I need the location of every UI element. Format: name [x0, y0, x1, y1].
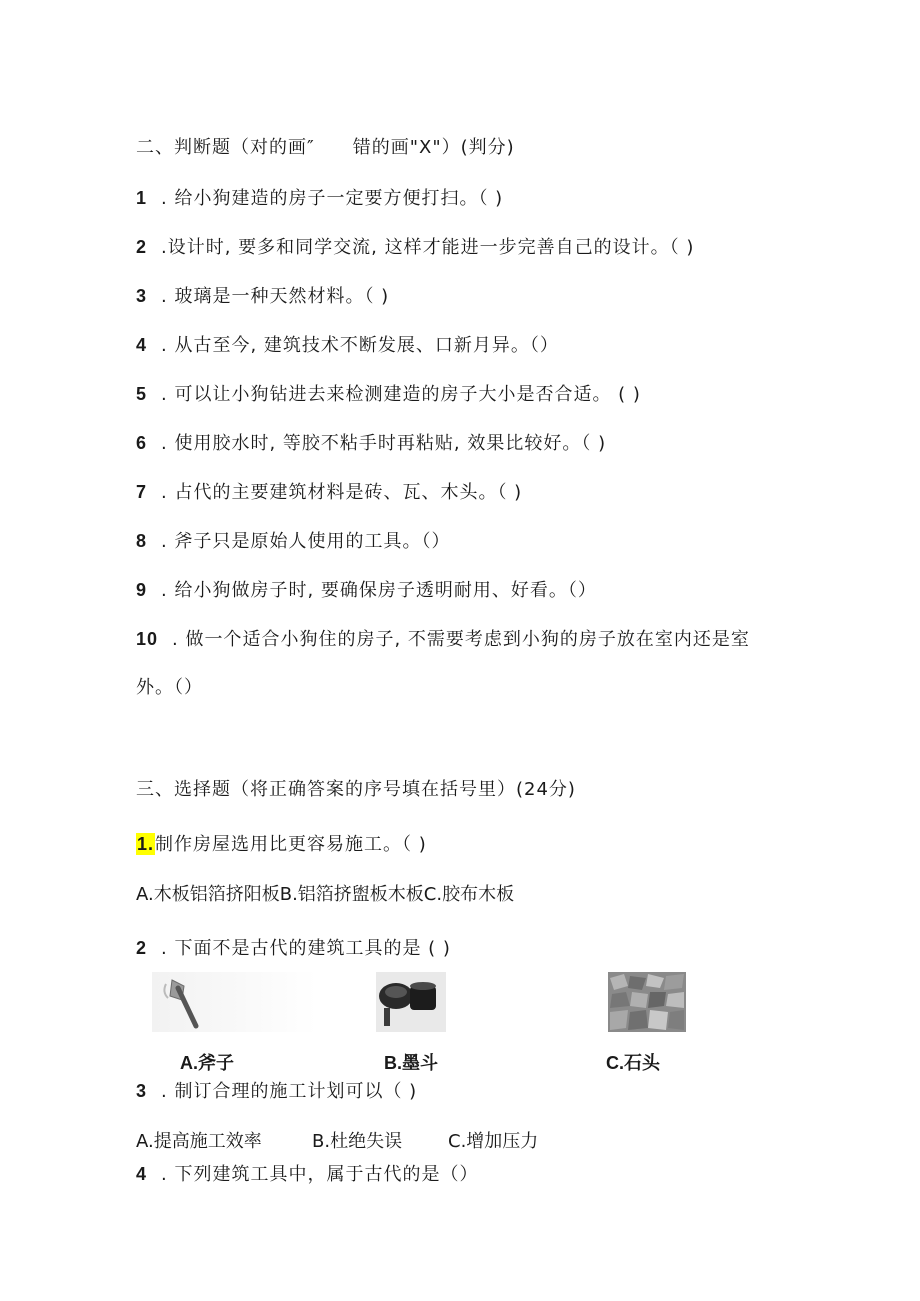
- judge-item-10: [136, 628, 750, 651]
- judge-item-5: [136, 383, 641, 406]
- choice-question-2: [136, 937, 451, 960]
- choice-question-2-option-c: C.石头: [606, 1053, 660, 1073]
- question-text: 制作房屋选用比更容易施工。（ ): [155, 834, 427, 855]
- question-number: 4: [136, 1164, 148, 1184]
- stones-icon: [608, 972, 686, 1032]
- item-text: . 可以让小狗钻进去来检测建造的房子大小是否合适。 ( ): [161, 384, 641, 405]
- judge-item-8: [136, 530, 450, 553]
- section3-title: 三、选择题（将正确答案的序号填在括号里）(24分): [136, 779, 576, 800]
- axe-icon: [152, 972, 317, 1032]
- item-text: . 给小狗做房子时, 要确保房子透明耐用、好看。（）: [161, 580, 597, 601]
- choice-question-3-option-a: A.提高施工效率: [136, 1131, 262, 1152]
- judge-item-4: [136, 334, 559, 357]
- question-number: 3: [136, 1081, 148, 1101]
- item-number: 8: [136, 531, 148, 551]
- choice-question-1-options: A.木板铝箔挤阳板B.铝箔挤盥板木板C.胶布木板: [136, 884, 515, 905]
- item-number: 3: [136, 286, 148, 306]
- item-number: 7: [136, 482, 148, 502]
- item-number: 10: [136, 629, 159, 649]
- judge-item-10-continued: 外。（）: [136, 677, 203, 698]
- judge-item-2: [136, 236, 694, 259]
- item-text: . 玻璃是一种天然材料。（ ): [161, 286, 390, 307]
- question-text: . 下列建筑工具中，属于古代的是（）: [161, 1164, 479, 1185]
- item-text: . 从古至今, 建筑技术不断发展、口新月异。（）: [161, 335, 559, 356]
- question-text: . 下面不是古代的建筑工具的是 ( ): [161, 938, 451, 959]
- item-number: 2: [136, 237, 148, 257]
- question-number-highlighted: 1.: [137, 834, 155, 854]
- item-text: . 使用胶水时, 等胶不粘手时再粘贴, 效果比较好。（ ): [161, 433, 607, 454]
- choice-question-2-option-b: B.墨斗: [384, 1053, 438, 1073]
- item-text: . 斧子只是原始人使用的工具。（）: [161, 531, 451, 552]
- choice-question-3: [136, 1080, 417, 1103]
- judge-item-6: [136, 432, 606, 455]
- choice-question-4: [136, 1163, 478, 1186]
- item-number: 1: [136, 188, 148, 208]
- item-text: . 占代的主要建筑材料是砖、瓦、木头。（ ): [161, 482, 523, 503]
- question-number: 2: [136, 938, 148, 958]
- judge-item-9: [136, 579, 597, 602]
- item-text: .设计时, 要多和同学交流, 这样才能进一步完善自己的设计。（ ): [161, 237, 695, 258]
- judge-item-1: [136, 187, 503, 210]
- judge-item-3: [136, 285, 389, 308]
- choice-question-3-option-b: B.杜绝失误: [312, 1131, 403, 1152]
- item-number: 5: [136, 384, 148, 404]
- item-number: 9: [136, 580, 148, 600]
- item-number: 6: [136, 433, 148, 453]
- section2-title: 二、判断题（对的画″ 错的画"X"）(判分): [136, 137, 515, 158]
- item-number: 4: [136, 335, 148, 355]
- judge-item-7: [136, 481, 522, 504]
- item-text: . 给小狗建造的房子一定要方便打扫。（ ): [161, 188, 504, 209]
- choice-question-3-option-c: C.增加压力: [448, 1131, 539, 1152]
- question-text: . 制订合理的施工计划可以（ ): [161, 1081, 418, 1102]
- item-text: . 做一个适合小狗住的房子, 不需要考虑到小狗的房子放在室内还是室: [172, 629, 750, 650]
- choice-question-2-option-a: A.斧子: [180, 1053, 234, 1073]
- choice-question-1: [136, 833, 427, 856]
- ink-marker-icon: [376, 972, 446, 1032]
